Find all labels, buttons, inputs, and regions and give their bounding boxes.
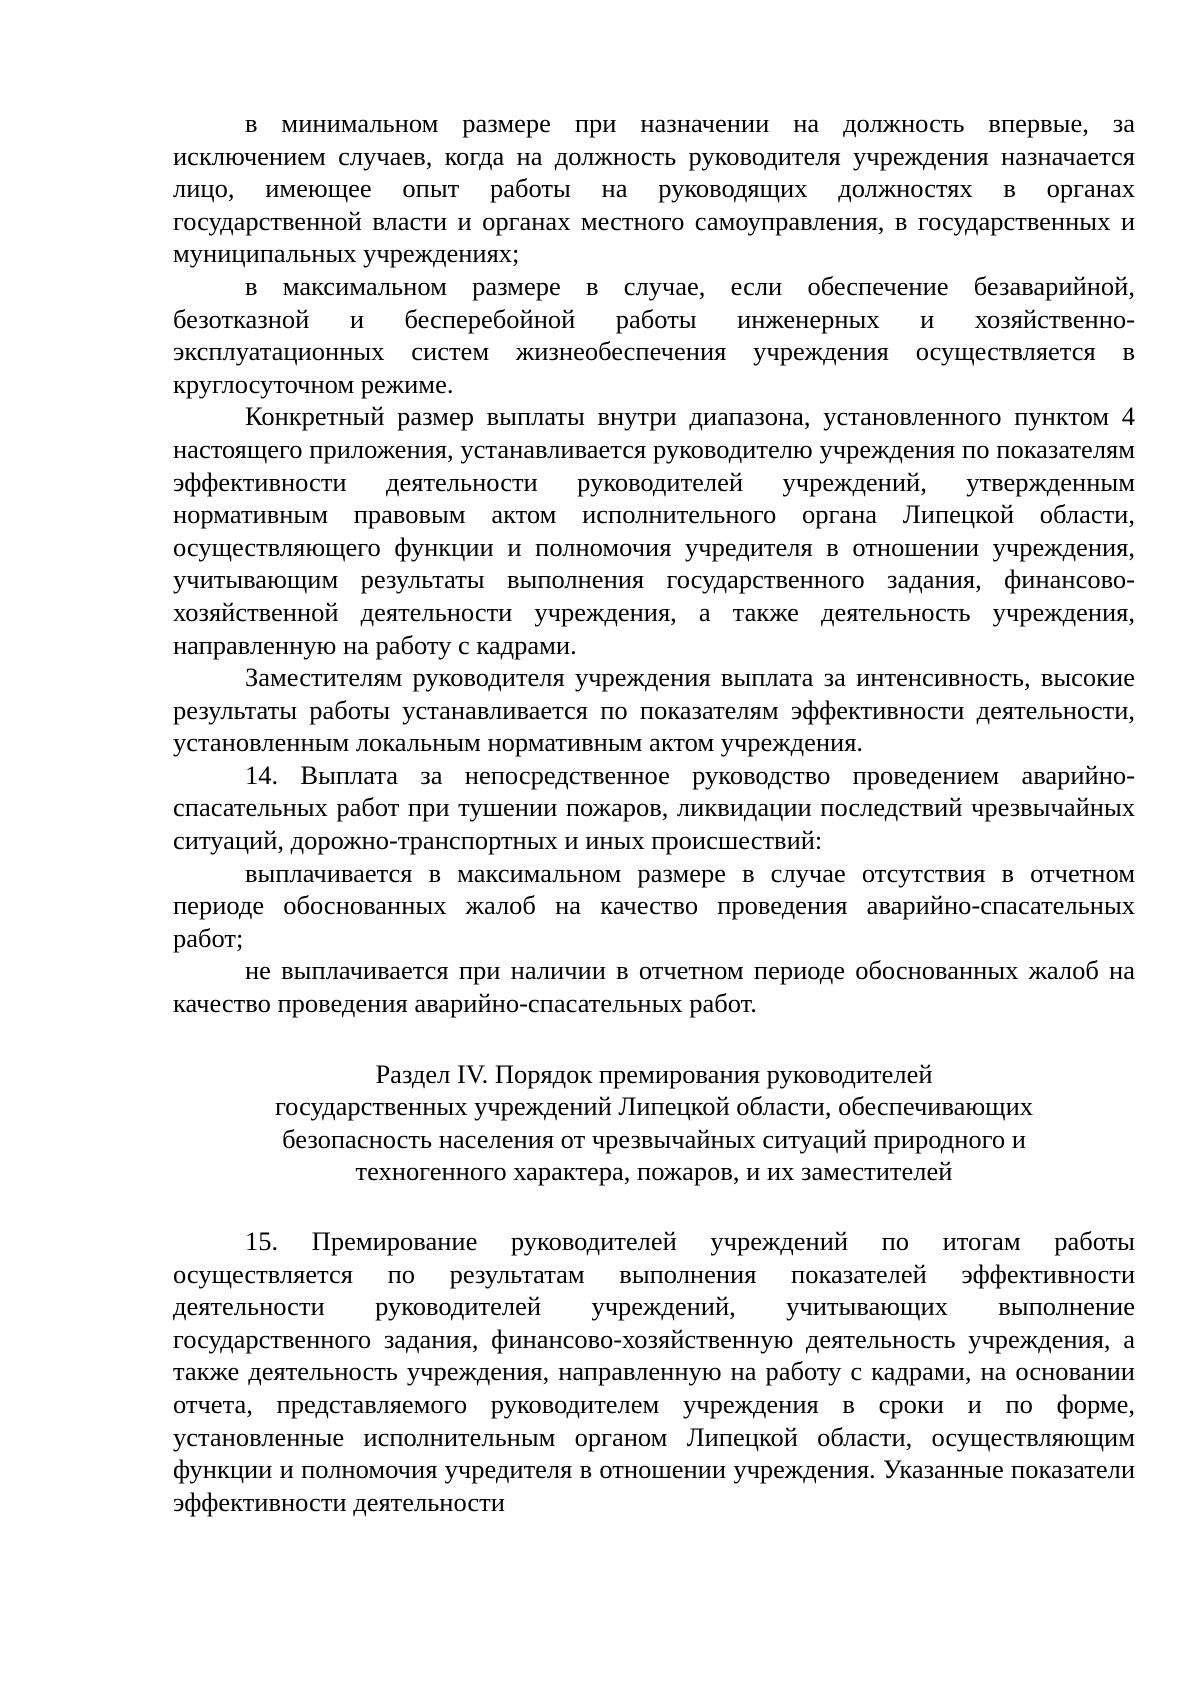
paragraph-minimum-size: в минимальном размере при назначении на должность впервые, за исключением случаев, когда на должность руководителя учреждения назначается лицо, имеющее опыт работы на руководящих должностях в органах государственной власти и органах местного самоуправления, в государственных и муниципальных учреждениях; (173, 108, 1135, 269)
paragraph-deputies: Заместителям руководителя учреждения выплата за интенсивность, высокие результаты работы устанавливается по показателям эффективности деятельности, установленным локальным нормативным актом учреждения. (173, 662, 1135, 758)
paragraph-specific-size: Конкретный размер выплаты внутри диапазона, установленного пунктом 4 настоящего приложения, устанавливается руководителю учреждения по показателям эффективности деятельности руководителей учреждений, утвержденным нормативным правовым актом исполнительного органа Липецкой области, осуществляющего функции и полномочия учредителя в отношении учреждения, учитывающим результаты выполнения государственного задания, финансово-хозяйственной деятельности учреждения, а также деятельность учреждения, направленную на работу с кадрами. (173, 401, 1135, 660)
section-heading (173, 1058, 1135, 1188)
section-heading-line: безопасность населения от чрезвычайных ситуаций природного и (282, 1123, 1026, 1154)
paragraph-item-14: 14. Выплата за непосредственное руководство проведением аварийно-спасательных работ при тушении пожаров, ликвидации последствий чрезвычайных ситуаций, дорожно-транспортных и иных происшествий: (173, 759, 1135, 856)
section-heading-line: государственных учреждений Липецкой области, обеспечивающих (274, 1091, 1034, 1122)
section-heading-line: техногенного характера, пожаров, и их заместителей (355, 1156, 953, 1187)
paragraph-item-15: 15. Премирование руководителей учреждений по итогам работы осуществляется по результатам выполнения показателей эффективности деятельности руководителей учреждений, учитывающих выполнение государственного задания, финансово-хозяйственную деятельность учреждения, а также деятельность учреждения, направленную на работу с кадрами, на основании отчета, представляемого руководителем учреждения в сроки и по форме, установленные исполнительным органом Липецкой области, осуществляющим функции и полномочия учредителя в отношении учреждения. Указанные показатели эффективности деятельности (173, 1226, 1135, 1517)
paragraph-paid-maximum: выплачивается в максимальном размере в случае отсутствия в отчетном периоде обоснованных жалоб на качество проведения аварийно-спасательных работ; (173, 857, 1135, 953)
section-heading-line: Раздел IV. Порядок премирования руководителей (375, 1058, 933, 1089)
paragraph-maximum-size: в максимальном размере в случае, если обеспечение безаварийной, безотказной и бесперебойной работы инженерных и хозяйственно-эксплуатационных систем жизнеобеспечения учреждения осуществляется в круглосуточном режиме. (173, 270, 1135, 399)
document-page (173, 107, 1135, 1518)
paragraph-not-paid: не выплачивается при наличии в отчетном периоде обоснованных жалоб на качество проведения аварийно-спасательных работ. (173, 955, 1135, 1019)
